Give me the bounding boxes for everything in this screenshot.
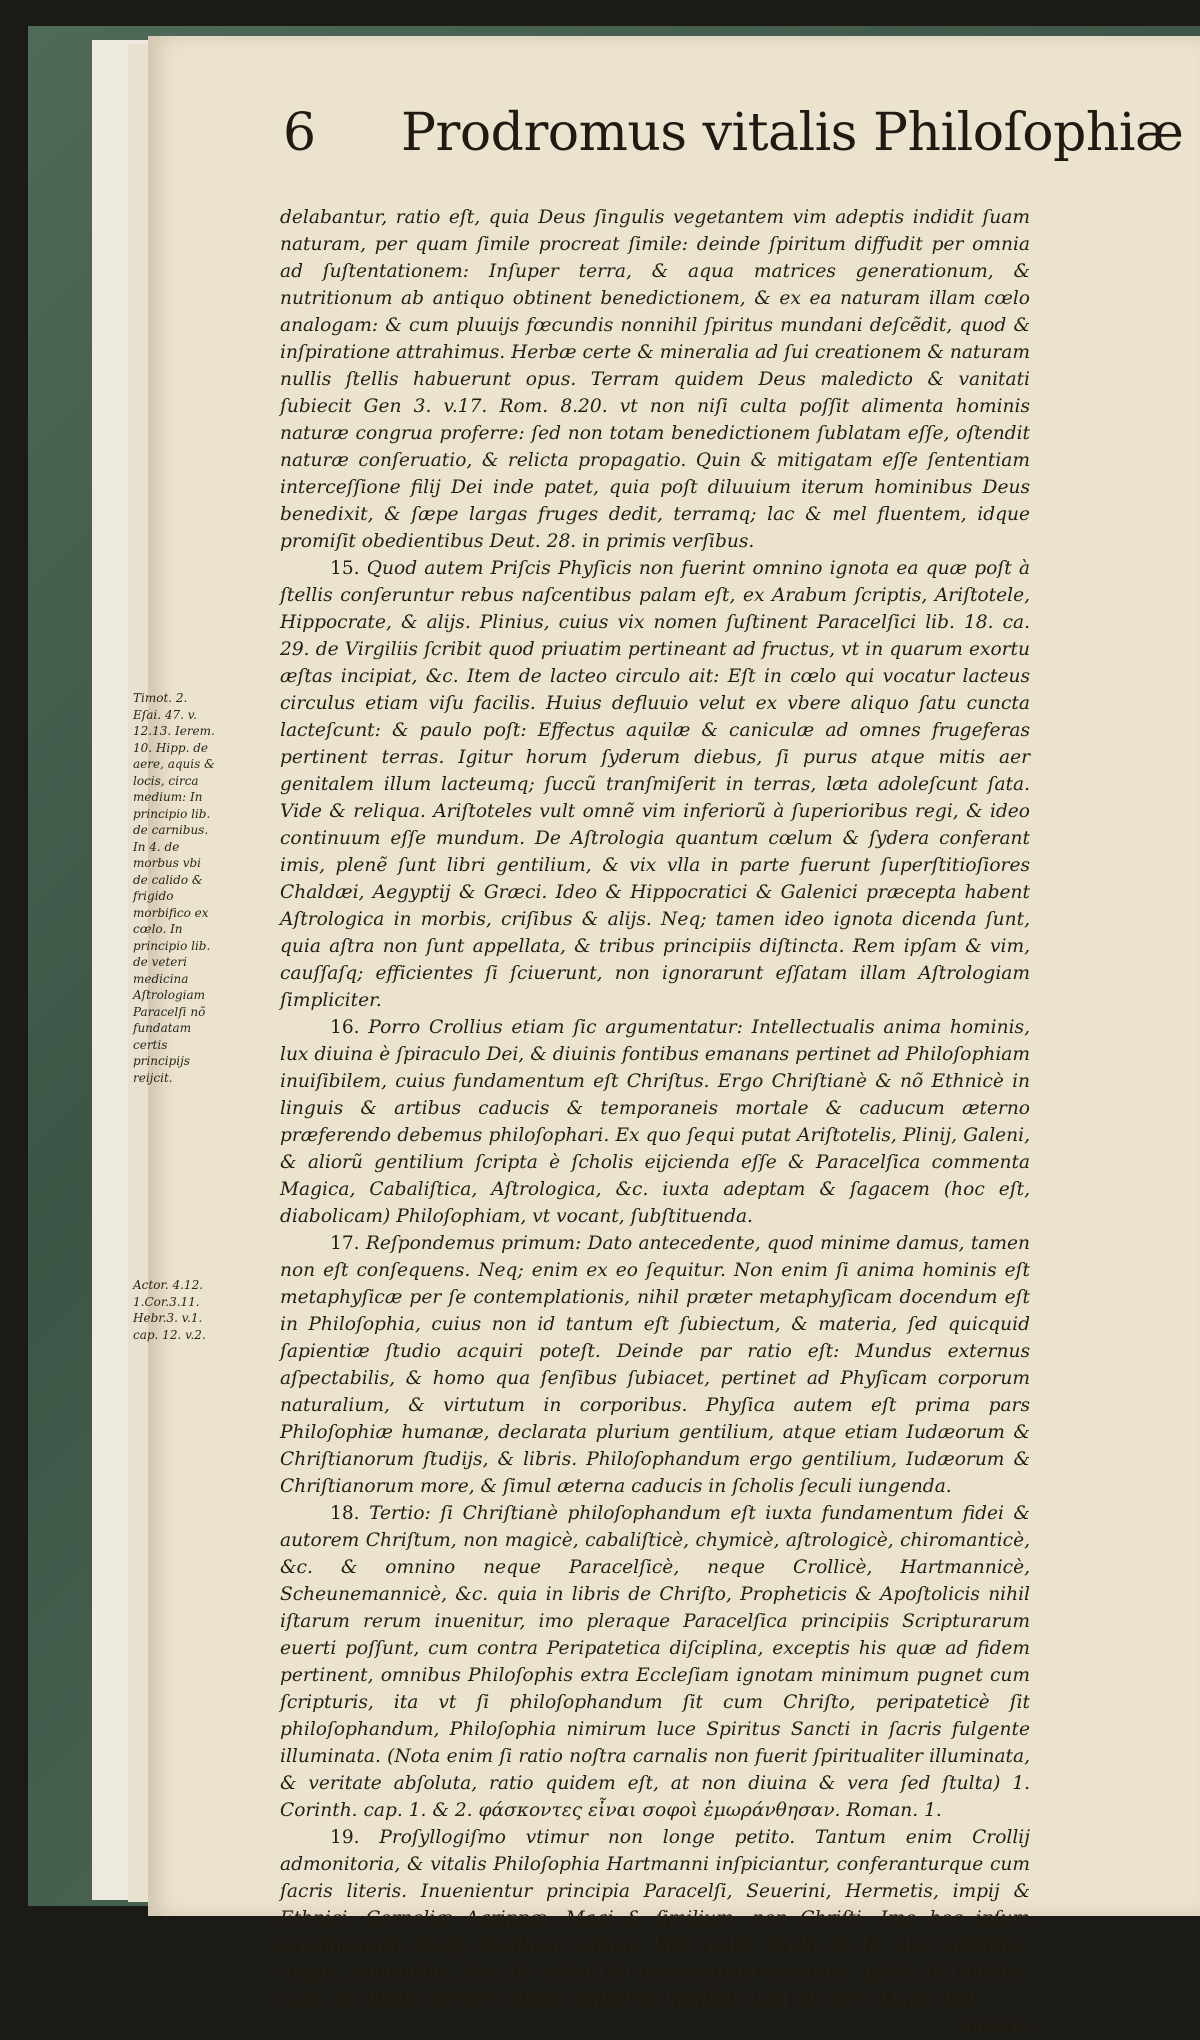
paragraph-number: 15. [330,558,360,579]
paragraph-15 [280,555,1030,1014]
page-header [283,100,1184,170]
paragraph-number: 18. [330,1503,360,1524]
margin-note-references-2 [133,1277,215,1343]
paragraph-19 [280,1824,1030,2013]
paragraph-number: 17. [330,1233,360,1254]
margin-note-text: Actor. 4.12. 1.Cor.3.11. Hebr.3. v.1. cap. 12. v.2. [133,1278,206,1342]
paragraph-number: 16. [330,1017,360,1038]
page-number: 6 [283,103,317,163]
paragraph-text: Tertio: ſi Chriſtianè philoſophandum eſt iuxta fundamentum fidei & autorem Chriſtum, non magicè, cabaliſticè, chymicè, aſtrologicè, chiromanticè, &c. & omnino neque Paracelſicè, neque Crollicè, Hartmannicè, Scheunemannicè, &c. quia in libris de Chriſto, Propheticis & Apoſtolicis nihil iſtarum rerum inuenitur, imo pleraque Paracelſica principiis Scripturarum euerti poſſunt, cum contra Peripatetica diſciplina, exceptis his quæ ad fidem pertinent, omnibus Philoſophis extra Eccleſiam ignotam minimum pugnet cum ſcripturis, ita vt ſi philoſophandum ſit cum Chriſto, peripateticè ſit philoſophandum, Philoſophia nimirum luce Spiritus Sancti in ſacris fulgente illuminata. (Nota enim ſi ratio noſtra carnalis non fuerit ſpiritualiter illuminata, & veritate abſoluta, ratio quidem eſt, at non diuina & vera ſed ſtulta) 1. Corinth. cap. 1. & 2. φάσκοντες εἶναι σοφοὶ ἐμωράνθησαν. Roman. 1. [280,1503,1030,1821]
paragraph-number: 19. [330,1827,360,1848]
running-title: Prodromus vitalis Philoſophiæ [401,103,1184,163]
paragraph-text: Quod autem Priſcis Phyſicis non fuerint omnino ignota ea quæ poſt à ſtellis conſeruntur rebus naſcentibus palam eſt, ex Arabum ſcriptis, Ariſtotele, Hippocrate, & alijs. Plinius, cuius vix nomen ſuſtinent Paracelſici lib. 18. ca. 29. de Virgiliis ſcribit quod priuatim pertineant ad fructus, vt in quarum exortu æſtas incipiat, &c. Item de lacteo circulo ait: Eſt in cœlo qui vocatur lacteus circulus etiam viſu facilis. Huius defluuio velut ex vbere aliquo ſatu cuncta lacteſcunt: & paulo poſt: Effectus aquilæ & caniculæ ad omnes frugeferas pertinent terras. Igitur horum ſyderum diebus, ſi purus atque mitis aer genitalem illum lacteumq; ſuccũ tranſmiſerit in terras, læta adoleſcunt ſata. Vide & reliqua. Ariſtoteles vult omnẽ vim inferiorũ à ſuperioribus regi, & ideo continuum eſſe mundum. De Aſtrologia quantum cœlum & ſydera conferant imis, plenẽ ſunt libri gentilium, & vix vlla in parte fuerunt ſuperſtitioſiores Chaldæi, Aegyptij & Græci. Ideo & Hippocratici & Galenici præcepta habent Aſtrologica in morbis, criſibus & alijs. Neq; tamen ideo ignota dicenda ſunt, quia aſtra non ſunt appellata, & tribus principiis diſtincta. Rem ipſam & vim, cauſſaſq; efficientes ſi ſciuerunt, non ignorarunt eſſatam illam Aſtrologiam ſimpliciter. [280,558,1030,1011]
catchword: hæc in [966,2016,1030,2037]
paragraph-text: Reſpondemus primum: Dato antecedente, quod minime damus, tamen non eſt conſequens. Neq; enim ex eo ſequitur. Non enim ſi anima hominis eſt metaphyſicæ per ſe contemplationis, nihil præter metaphyſicam docendum eſt in Philoſophia, cuius non id tantum eſt ſubiectum, & materia, ſed quicquid ſapientiæ ſtudio acquiri poteſt. Deinde par ratio eſt: Mundus externus aſpectabilis, & homo qua ſenſibus ſubiacet, pertinet ad Phyſicam corporum naturalium, & virtutum in corporibus. Phyſica autem eſt prima pars Philoſophiæ humanæ, declarata plurium gentilium, atque etiam Iudæorum & Chriſtianorum ſtudijs, & libris. Philoſophandum ergo gentilium, Iudæorum & Chriſtianorum more, & ſimul æterna caducis in ſcholis ſeculi iungenda. [280,1233,1030,1497]
paragraph-17 [280,1230,1030,1500]
paragraph-text: Porro Crollius etiam ſic argumentatur: Intellectualis anima hominis, lux diuina è ſpiraculo Dei, & diuinis fontibus emanans pertinet ad Philoſophiam inuiſibilem, cuius fundamentum eſt Chriſtus. Ergo Chriſtianè & nõ Ethnicè in linguis & artibus caducis & temporaneis mortale & caducum æterno præferendo debemus philoſophari. Ex quo ſequi putat Ariſtotelis, Plinij, Galeni, & aliorũ gentilium ſcripta è ſcholis eijcienda eſſe & Paracelſica commenta Magica, Cabaliſtica, Aſtrologica, &c. iuxta adeptam & ſagacem (hoc eſt, diabolicam) Philoſophiam, vt vocant, ſubſtituenda. [280,1017,1030,1227]
margin-note-references-1 [133,690,215,1086]
main-text-block [280,204,1030,2040]
paragraph-text: Proſyllogiſmo vtimur non longe petito. Tantum enim Crollij admonitoria, & vitalis Philoſophia Hartmanni inſpiciantur, conferanturque cum ſacris literis. Inuenientur principia Paracelſi, Seuerini, Hermetis, impij & Ethnici, Corneliæ Agrippæ, Magi & ſimilium, non Chriſti. Imo hoc ipſum argumentum Crolij Crollium refutat. Vide p.46. Crolli & 44. de Cabaliſtis, magis, nominibus, &c. de verbo Dei incarnato in creaturis: p.38. de Gabalia: p.35. de duplici corpore Adami viſibili & inuiſibili p.34. de vero Mago. Vbi [280,1827,1030,2010]
paragraph-continuation: delabantur, ratio eſt, quia Deus ſingulis vegetantem vim adeptis indidit ſuam naturam, per quam ſimile procreat ſimile: deinde ſpiritum diffudit per omnia ad ſuſtentationem: Inſuper terra, & aqua matrices generationum, & nutritionum ab antiquo obtinent benedictionem, & ex ea naturam illam cœlo analogam: & cum pluuijs fœcundis nonnihil ſpiritus mundani deſcẽdit, quod & inſpiratione attrahimus. Herbæ certe & mineralia ad ſui creationem & naturam nullis ſtellis habuerunt opus. Terram quidem Deus maledicto & vanitati ſubiecit Gen 3. v.17. Rom. 8.20. vt non niſi culta poſſit alimenta hominis naturæ congrua proferre: ſed non totam benedictionem ſublatam eſſe, oſtendit naturæ conſeruatio, & relicta propagatio. Quin & mitigatam eſſe ſententiam interceſſione filij Dei inde patet, quia poſt diluuium iterum hominibus Deus benedixit, & ſæpe largas fruges dedit, terramq; lac & mel fluentem, idque promiſit obedientibus Deut. 28. in primis verſibus. [280,207,1030,552]
paragraph-16 [280,1014,1030,1230]
paragraph-18 [280,1500,1030,1824]
margin-note-text: Timot. 2. Eſai. 47. v. 12.13. Ierem. 10. Hipp. de aere, aquis & locis, circa medium: In principio lib. de carnibus. In 4. de morbus vbi de calido & frigido morbifico ex cœlo. In principio lib. de veteri medicina Aſtrologiam Paracelſi nõ fundatam certis principijs reijcit. [133,691,215,1085]
